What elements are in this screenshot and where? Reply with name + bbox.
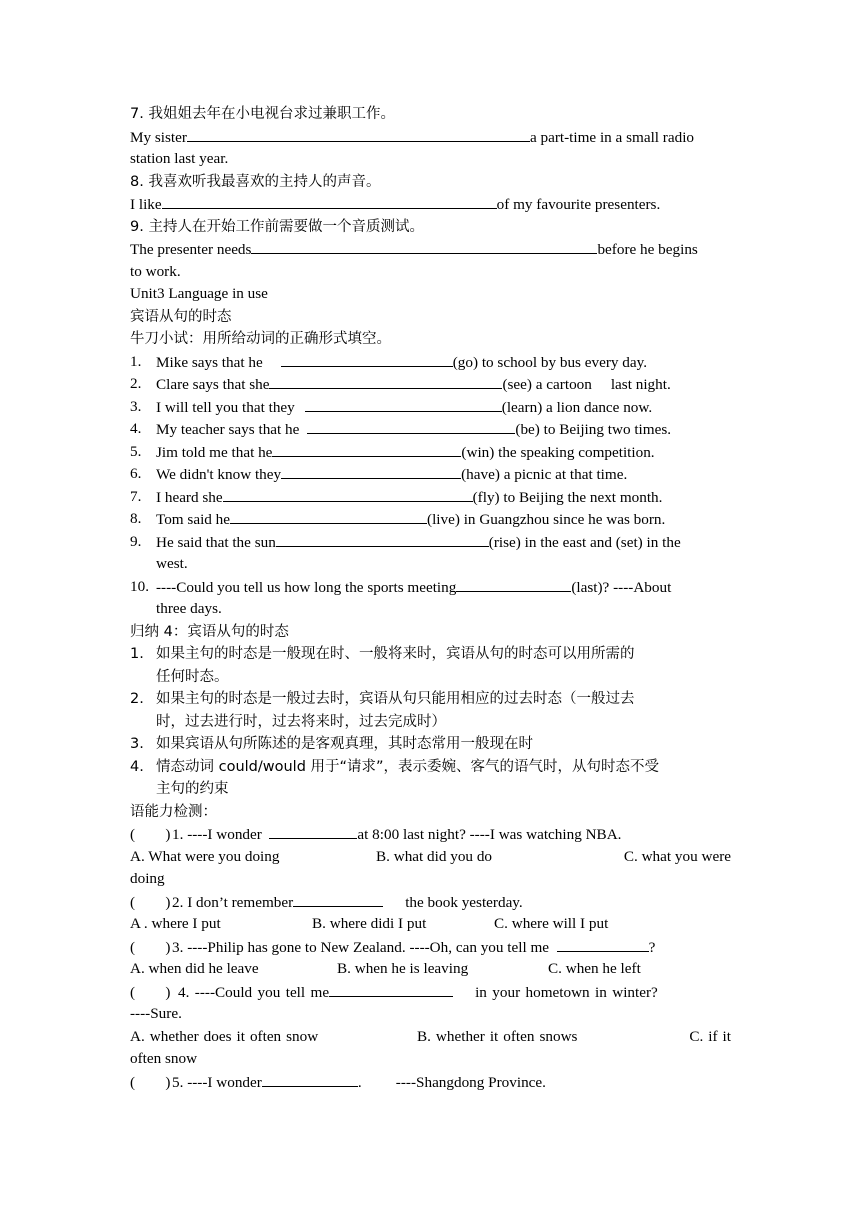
summary-item: 2. 如果主句的时态是一般过去时，宾语从句只能用相应的过去时态（一般过去	[130, 691, 635, 707]
answer-blank[interactable]	[230, 508, 427, 524]
answer-blank[interactable]	[262, 1071, 358, 1087]
option-c[interactable]: C. if it	[689, 1027, 731, 1045]
question-options	[130, 1026, 731, 1049]
question-stem: ( )2. I don’t remember the book yesterday.	[130, 891, 731, 914]
answer-parentheses[interactable]: ( )	[130, 983, 171, 1001]
fill-item-continuation: west.	[156, 555, 188, 572]
translation-8-chinese: 8. 我喜欢听我最喜欢的主持人的声音。	[130, 173, 381, 190]
fill-item: 3. I will tell you that they (learn) a lion dance now.	[130, 397, 653, 416]
translation-9-english: The presenter needs before he begins	[130, 238, 731, 261]
fill-item: 6. We didn't know they (have) a picnic at that time.	[130, 465, 628, 483]
worksheet-page	[130, 103, 731, 1093]
fill-item: 5. Jim told me that he (win) the speaking competition.	[130, 442, 655, 461]
answer-blank[interactable]	[557, 936, 649, 952]
option-a[interactable]: A. whether does it often snow	[130, 1027, 319, 1045]
answer-blank[interactable]	[281, 351, 453, 367]
summary-item-continuation: 时，过去进行时，过去将来时，过去完成时）	[156, 713, 446, 730]
option-a[interactable]: A . where I put	[130, 915, 221, 932]
question-options	[130, 958, 731, 981]
answer-blank[interactable]	[281, 463, 461, 479]
answer-blank[interactable]	[251, 238, 597, 254]
fill-item: 2. Clare says that she (see) a cartoon last night.	[130, 375, 671, 393]
summary-item: 1. 如果主句的时态是一般现在时、一般将来时，宾语从句的时态可以用所需的	[130, 646, 635, 662]
answer-parentheses[interactable]: ( )	[130, 893, 171, 911]
topic-heading: 宾语从句的时态	[130, 308, 232, 325]
option-c[interactable]: C. what you were	[623, 847, 731, 865]
summary-item: 4. 情态动词 could/would 用于“请求”，表示委婉、客气的语气时，从句时态不受	[130, 758, 660, 775]
answer-blank[interactable]	[269, 823, 357, 839]
warmup-instruction: 牛刀小试：用所给动词的正确形式填空。	[130, 331, 391, 347]
answer-parentheses[interactable]: ( )	[130, 1073, 171, 1091]
fill-item: 1. Mike says that he (go) to school by bus every day.	[130, 352, 648, 371]
summary-item: 3. 如果宾语从句所陈述的是客观真理，其时态常用一般现在时	[130, 736, 533, 752]
answer-parentheses[interactable]: ( )	[130, 938, 171, 956]
question-stem: ( )5. ----I wonder . ----Shangdong Province.	[130, 1071, 731, 1094]
question-options	[130, 846, 731, 869]
answer-blank[interactable]	[276, 531, 489, 547]
answer-blank[interactable]	[223, 486, 473, 502]
option-b[interactable]: B. whether it often snows	[417, 1027, 578, 1045]
answer-parentheses[interactable]: ( )	[130, 826, 171, 843]
translation-7-english: My sister a part-time in a small radio	[130, 126, 731, 149]
question-options-continuation: often snow	[130, 1050, 198, 1067]
option-a[interactable]: A. when did he leave	[130, 960, 259, 977]
fill-item: 7. I heard she (fly) to Beijing the next month.	[130, 487, 663, 506]
fill-item: 10. ----Could you tell us how long the sports meeting (last)? ----About	[130, 577, 672, 596]
question-options	[130, 913, 731, 936]
option-b[interactable]: B. when he is leaving	[337, 960, 469, 977]
answer-blank[interactable]	[272, 441, 461, 457]
answer-blank[interactable]	[307, 418, 515, 434]
option-b[interactable]: B. what did you do	[376, 847, 493, 865]
translation-9-chinese: 9. 主持人在开始工作前需要做一个音质测试。	[130, 218, 424, 235]
unit-title: Unit3 Language in use	[130, 285, 268, 302]
answer-blank[interactable]	[329, 981, 453, 997]
answer-blank[interactable]	[187, 126, 530, 142]
question-stem: ( )1. ----I wonder at 8:00 last night? ----I was watching NBA.	[130, 823, 731, 846]
test-title: 语能力检测：	[130, 803, 217, 820]
answer-blank[interactable]	[456, 576, 571, 592]
fill-item: 4. My teacher says that he (be) to Beijing two times.	[130, 420, 672, 438]
answer-blank[interactable]	[305, 396, 502, 412]
question-stem: ( )3. ----Philip has gone to New Zealand. ----Oh, can you tell me ?	[130, 936, 731, 959]
translation-7-chinese: 7. 我姐姐去年在小电视台求过兼职工作。	[130, 106, 395, 122]
fill-item: 9. He said that the sun (rise) in the east and (set) in the	[130, 532, 681, 551]
fill-item: 8. Tom said he (live) in Guangzhou since he was born.	[130, 510, 666, 528]
summary-item-continuation: 任何时态。	[156, 668, 229, 685]
summary-item-continuation: 主句的约束	[156, 781, 229, 797]
summary-title: 归纳 4：宾语从句的时态	[130, 623, 289, 640]
option-b[interactable]: B. where didi I put	[312, 915, 427, 932]
fill-item-continuation: three days.	[156, 600, 222, 617]
question-stem: ( ) 4. ----Could you tell me in your hometown in winter?	[130, 981, 731, 1004]
question-options-continuation: doing	[130, 870, 165, 887]
answer-blank[interactable]	[293, 891, 383, 907]
translation-8-english: I like of my favourite presenters.	[130, 193, 731, 216]
translation-7-continuation: station last year.	[130, 150, 229, 167]
option-c[interactable]: C. where will I put	[494, 915, 609, 932]
option-a[interactable]: A. What were you doing	[130, 847, 280, 865]
question-stem-continuation: ----Sure.	[130, 1005, 182, 1022]
answer-blank[interactable]	[269, 373, 502, 389]
answer-blank[interactable]	[162, 193, 497, 209]
translation-9-continuation: to work.	[130, 262, 181, 280]
option-c[interactable]: C. when he left	[548, 960, 641, 977]
